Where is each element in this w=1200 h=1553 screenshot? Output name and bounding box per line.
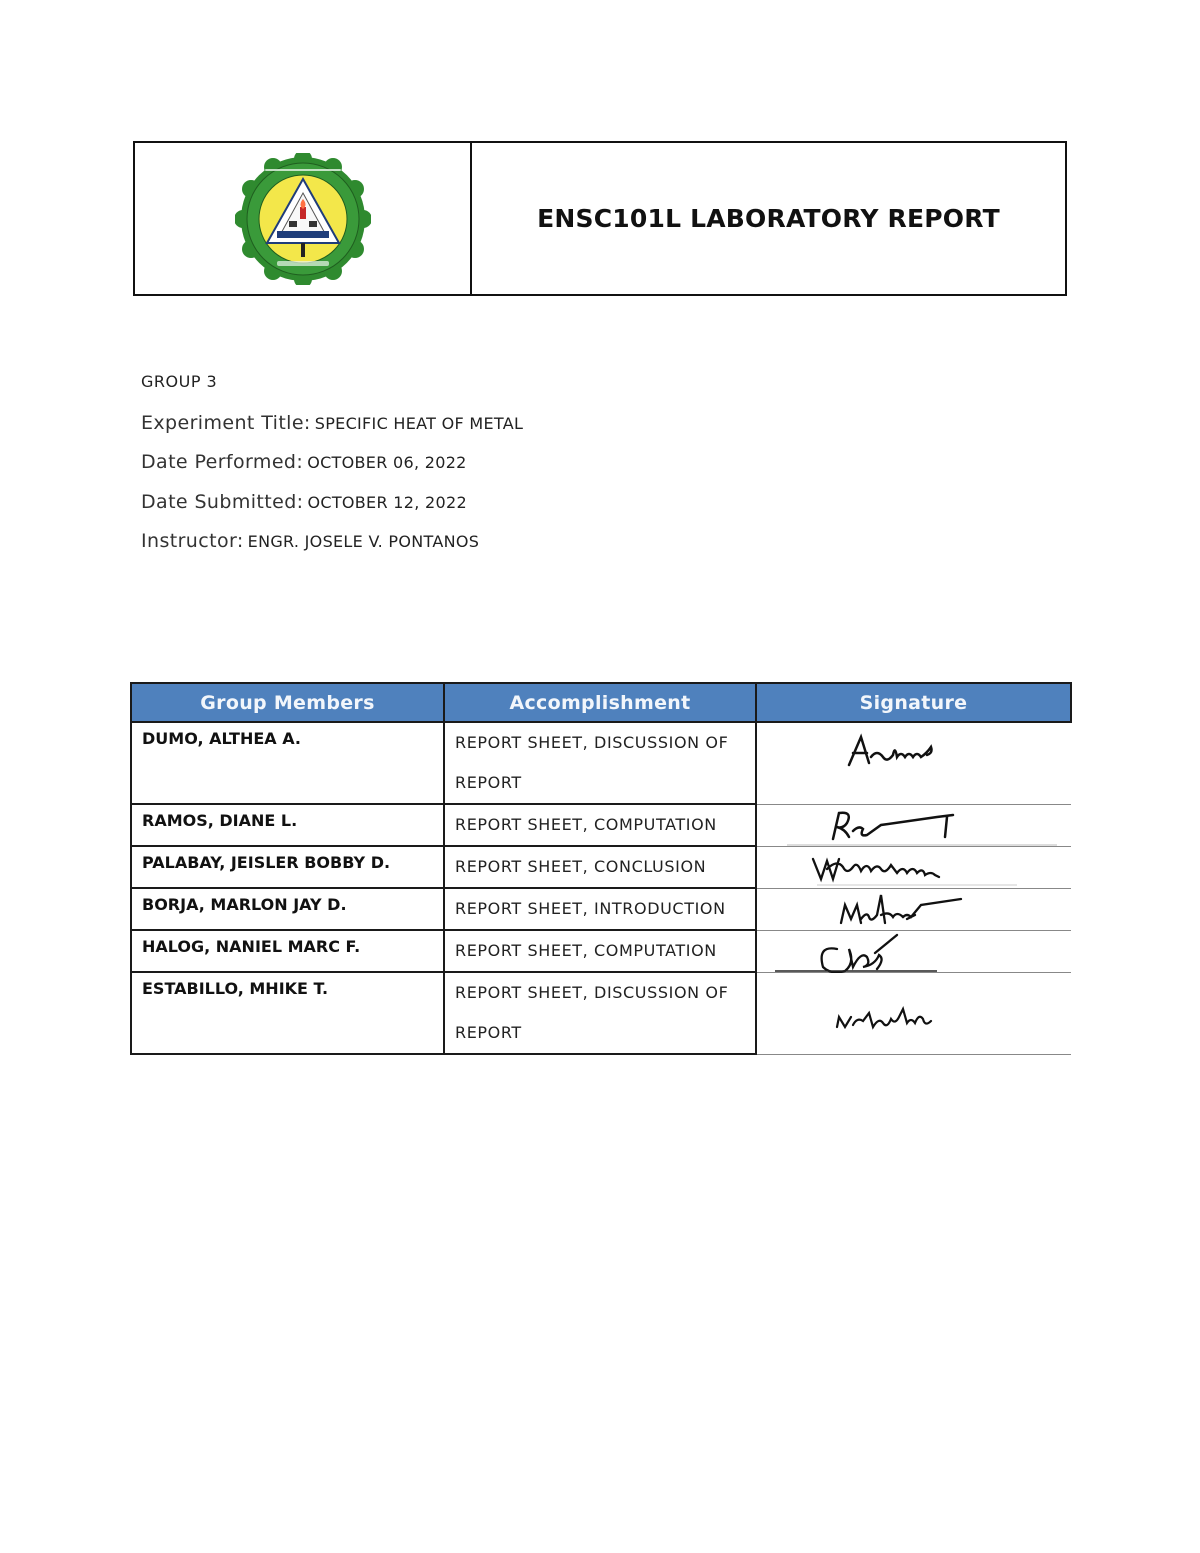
- member-accomplishment: [444, 722, 756, 804]
- member-name: BORJA, MARLON JAY D.: [131, 888, 444, 930]
- table-row: [131, 846, 1071, 888]
- group-label: GROUP 3: [141, 372, 218, 391]
- member-name: HALOG, NANIEL MARC F.: [131, 930, 444, 972]
- table-row: [131, 972, 1071, 1054]
- experiment-title-label: Experiment Title:: [141, 411, 311, 434]
- table-row: [131, 722, 1071, 804]
- accomplishment-line: REPORT SHEET, DISCUSSION OF: [455, 733, 729, 752]
- university-seal-logo: [235, 153, 371, 285]
- member-name: PALABAY, JEISLER BOBBY D.: [131, 846, 444, 888]
- date-performed-row: [141, 451, 523, 491]
- experiment-row: [141, 412, 523, 452]
- table-row: [131, 888, 1071, 930]
- report-title: ENSC101L LABORATORY REPORT: [537, 204, 1000, 233]
- member-name: DUMO, ALTHEA A.: [131, 722, 444, 804]
- report-info: [141, 372, 523, 570]
- signature-image: [757, 805, 1069, 847]
- logo-cell: [135, 143, 472, 294]
- group-row: [141, 372, 523, 412]
- date-submitted-row: [141, 491, 523, 531]
- member-accomplishment: [444, 972, 756, 1054]
- instructor-label: Instructor:: [141, 530, 244, 552]
- member-name: RAMOS, DIANE L.: [131, 804, 444, 846]
- table-row: [131, 804, 1071, 846]
- header-accomplishment: Accomplishment: [444, 683, 756, 722]
- accomplishment-line: REPORT SHEET, COMPUTATION: [455, 815, 717, 834]
- experiment-title-value: SPECIFIC HEAT OF METAL: [314, 413, 524, 433]
- signature-image: [757, 847, 1069, 889]
- member-accomplishment: [444, 804, 756, 846]
- signature-cell: [756, 722, 1071, 804]
- signature-cell: [756, 972, 1071, 1054]
- signature-image: [757, 931, 1069, 973]
- accomplishment-line: REPORT SHEET, DISCUSSION OF: [455, 983, 729, 1002]
- member-name: ESTABILLO, MHIKE T.: [131, 972, 444, 1054]
- member-accomplishment: [444, 846, 756, 888]
- header-group-members: Group Members: [131, 683, 444, 722]
- signature-image: [757, 889, 1069, 931]
- date-submitted-value: OCTOBER 12, 2022: [307, 492, 467, 512]
- header-signature: Signature: [756, 683, 1071, 722]
- date-performed-value: OCTOBER 06, 2022: [307, 453, 467, 472]
- instructor-value: ENGR. JOSELE V. PONTANOS: [247, 532, 480, 551]
- member-accomplishment: [444, 930, 756, 972]
- date-performed-label: Date Performed:: [141, 451, 304, 473]
- table-row: [131, 930, 1071, 972]
- accomplishment-line: REPORT SHEET, INTRODUCTION: [455, 899, 726, 918]
- instructor-row: [141, 530, 523, 570]
- accomplishment-line: REPORT: [455, 773, 522, 792]
- accomplishment-line: REPORT SHEET, CONCLUSION: [455, 857, 707, 876]
- signature-image: [757, 973, 1069, 1053]
- signature-cell: [756, 888, 1071, 930]
- accomplishment-line: REPORT: [455, 1023, 522, 1042]
- group-members-table: [130, 682, 1072, 1055]
- signature-cell: [756, 930, 1071, 972]
- report-header: [133, 141, 1067, 296]
- title-cell: [472, 143, 1065, 294]
- accomplishment-line: REPORT SHEET, COMPUTATION: [455, 941, 717, 960]
- table-header-row: [131, 683, 1071, 722]
- signature-cell: [756, 846, 1071, 888]
- member-accomplishment: [444, 888, 756, 930]
- date-submitted-label: Date Submitted:: [141, 490, 304, 513]
- signature-cell: [756, 804, 1071, 846]
- signature-image: [757, 723, 1069, 775]
